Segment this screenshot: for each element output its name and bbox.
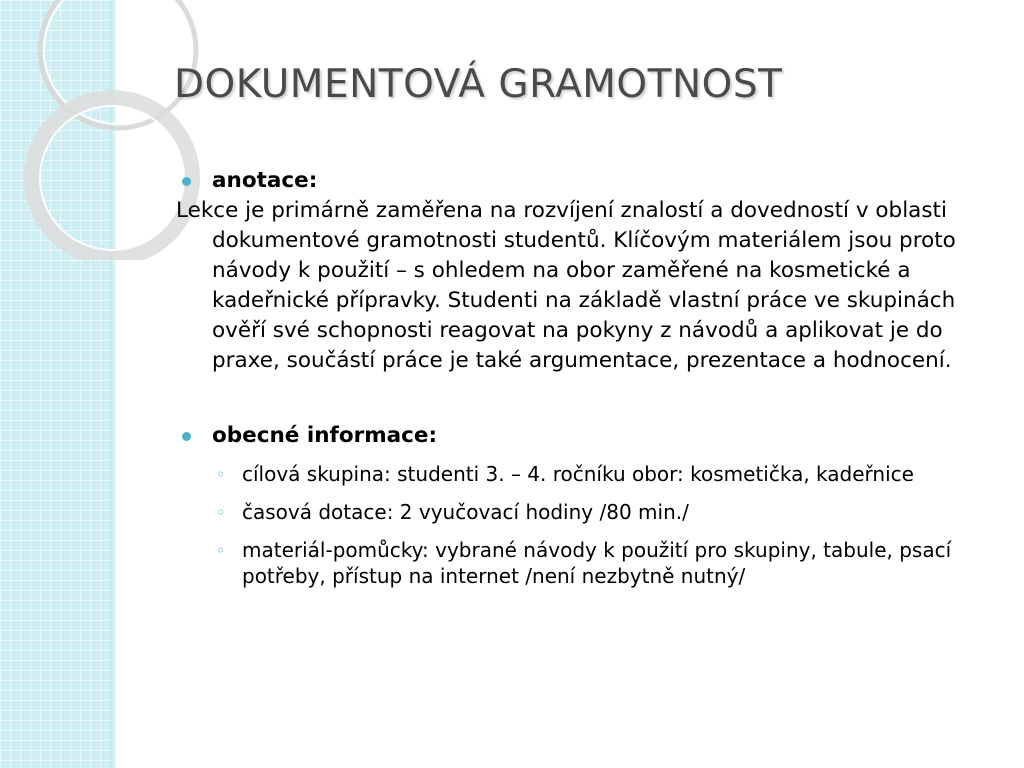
- hollow-circle-bullet-icon: ◦: [216, 503, 226, 522]
- list-item-text: materiál-pomůcky: vybrané návody k použití pro skupiny, tabule, psací potřeby, přístup na internet /není nezbytně nutný/: [242, 538, 952, 588]
- slide-content: [176, 166, 996, 601]
- list-item: [212, 499, 996, 525]
- bullet-anotace: [176, 166, 996, 196]
- filled-circle-bullet-icon: [182, 432, 191, 441]
- slide-title: DOKUMENTOVÁ GRAMOTNOST: [174, 62, 783, 107]
- annotation-paragraph: Lekce je primárně zaměřena na rozvíjení znalostí a dovedností v oblasti dokumentové gramotnosti studentů. Klíčovým materiálem jsou proto návody k použití – s ohledem na obor zaměřené na kosmetické a kadeřnické přípravky. Studenti na základě vlastní práce ve skupinách ověří své schopnosti reagovat na pokyny z návodů a aplikovat je do praxe, součástí práce je také argumentace, prezentace a hodnocení.: [176, 198, 956, 373]
- hollow-circle-bullet-icon: ◦: [216, 541, 226, 560]
- list-item: [212, 537, 996, 589]
- spacer: [176, 376, 996, 421]
- bullet-obecne-informace: [176, 421, 996, 451]
- filled-circle-bullet-icon: [182, 177, 191, 186]
- decorative-circles: [0, 0, 200, 260]
- section-heading-anotace: anotace:: [212, 168, 318, 193]
- list-item-text: cílová skupina: studenti 3. – 4. ročníku obor: kosmetička, kadeřnice: [242, 462, 914, 486]
- info-sub-list: [176, 461, 996, 589]
- list-item: [212, 461, 996, 487]
- list-item-text: časová dotace: 2 vyučovací hodiny /80 min./: [242, 500, 689, 524]
- hollow-circle-bullet-icon: ◦: [216, 465, 226, 484]
- section-heading-obecne-informace: obecné informace:: [212, 423, 438, 448]
